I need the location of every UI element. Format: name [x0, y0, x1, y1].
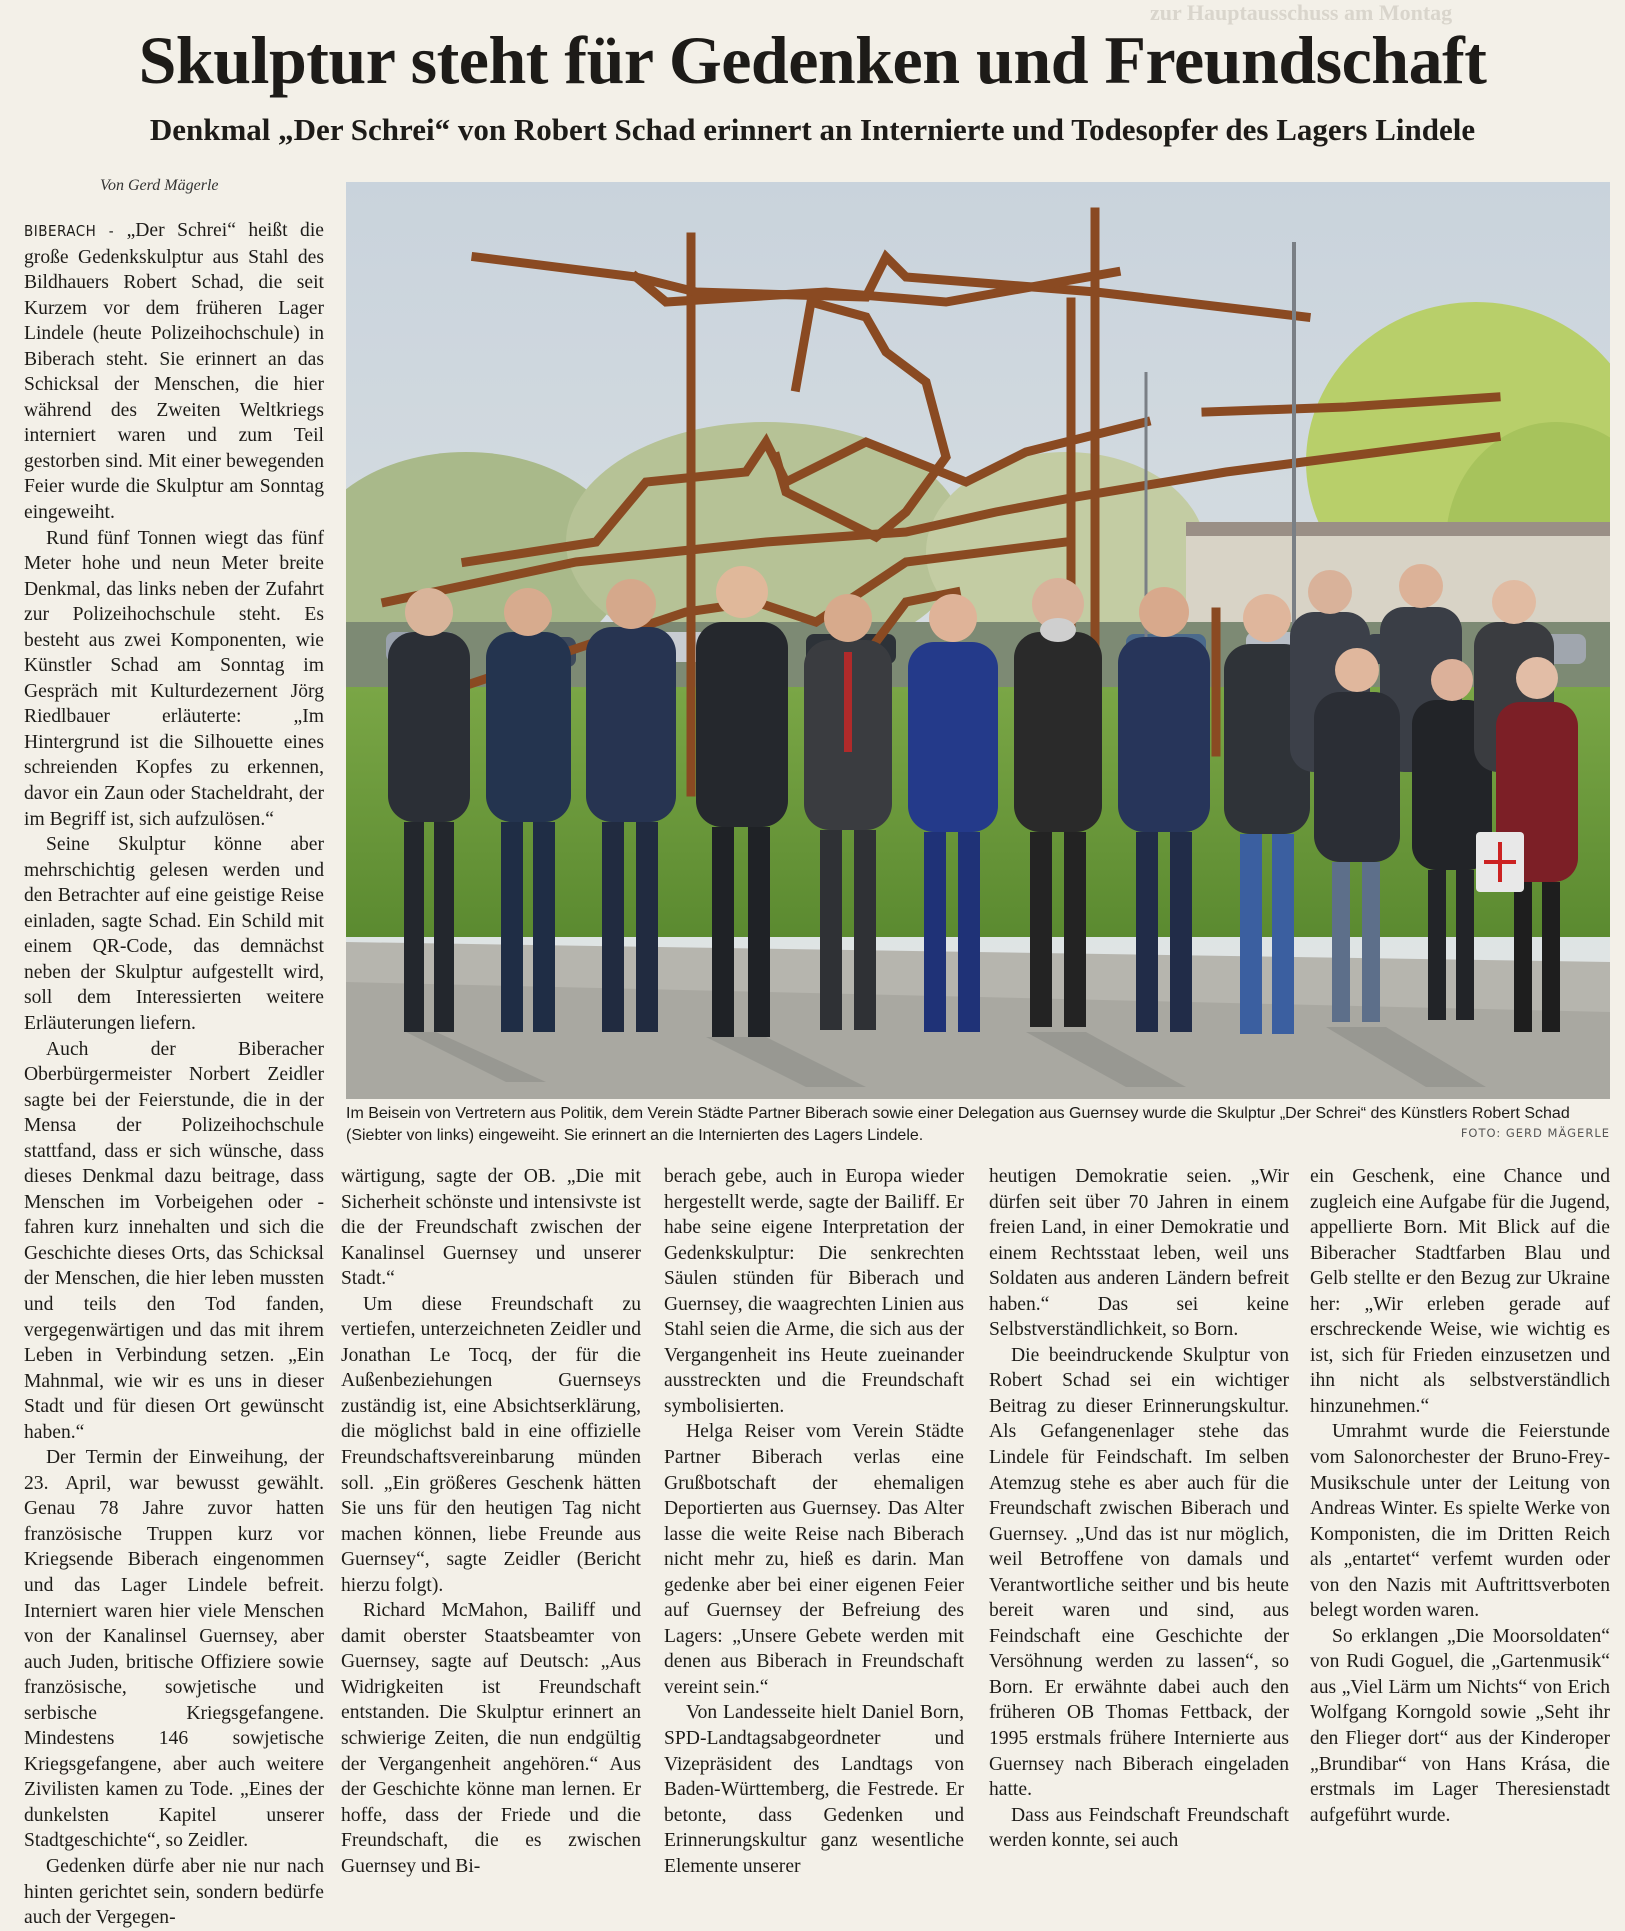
paragraph: Seine Skulptur könne aber mehrschichtig gelesen werden und den Betrachter auf eine geistige Reise einladen, sagte Schad. Ein Schild mit einem QR-Code, das demnächst neben der Skulptur aufgestellt wird, soll dem Interessierten weitere Erläuterungen liefern.	[24, 834, 324, 1034]
paragraph: So erklangen „Die Moorsoldaten“ von Rudi Goguel, die „Gartenmusik“ aus „Viel Lärm um Nichts“ von Erich Wolfgang Korngold sowie „Seht ihr den Flieger dort“ aus der Kinderoper „Brundibar“ von Hans Krása, die erstmals im Lager Theresienstadt aufgeführt wurde.	[1310, 1625, 1610, 1826]
column-5	[1310, 1164, 1610, 1828]
paragraph: heutigen Demokratie seien. „Wir dürfen seit über 70 Jahren in einem freien Land, in einer Demokratie und einem Rechtsstaat leben, weil uns Soldaten aus anderen Ländern befreit haben.“ Das sei keine Selbstverständlichkeit, so Born.	[989, 1166, 1289, 1341]
bleed-through-header: zur Hauptausschuss am Montag	[1150, 0, 1453, 25]
column-4	[989, 1164, 1289, 1854]
dateline: BIBERACH -	[24, 222, 115, 240]
column-1	[24, 218, 324, 1931]
column-2	[341, 1164, 641, 1879]
paragraph: berach gebe, auch in Europa wieder hergestellt werde, sagte der Bailiff. Er habe seine eigene Interpretation der Gedenkskulptur: Die senkrechten Säulen stünden für Biberach und Guernsey, die waagrechten Linien aus Stahl seien die Arme, die sich aus der Vergangenheit ins Heute zueinander ausstreckten und die Freundschaft symbolisierten.	[664, 1166, 964, 1417]
photo-sculpture-group	[346, 182, 1610, 1099]
paragraph: Die beeindruckende Skulptur von Robert Schad sei ein wichtiger Beitrag zu dieser Erinnerungskultur. Als Gefangenenlager stehe das Lindele für Feindschaft. Im selben Atemzug stehe es aber auch für die Freundschaft zwischen Biberach und Guernsey. „Und das ist nur möglich, weil Betroffene von damals und Verantwortliche seither und bis heute bereit waren und sind, aus Feindschaft eine Geschichte der Versöhnung werden zu lassen“, so Born. Er erwähnte dabei auch den früheren OB Thomas Fettback, der 1995 erstmals frühere Internierte aus Guernsey nach Biberach eingeladen hatte.	[989, 1344, 1289, 1801]
paragraph: Rund fünf Tonnen wiegt das fünf Meter hohe und neun Meter breite Denkmal, das links neben der Zufahrt zur Polizeihochschule steht. Es besteht aus zwei Komponenten, wie Künstler Schad am Sonntag im Gespräch mit Kulturdezernent Jörg Riedlbauer erläuterte: „Im Hintergrund ist die Silhouette eines schreienden Kopfes zu erkennen, davor ein Zaun oder Stacheldraht, der im Begriff ist, sich aufzulösen.“	[24, 527, 324, 830]
photo-caption: Im Beisein von Vertretern aus Politik, dem Verein Städte Partner Biberach sowie einer Delegation aus Guernsey wurde die Skulptur „Der Schrei“ des Künstlers Robert Schad (Siebter von links) eingeweiht. Sie erinnert an die Internierten des Lagers Lindele.	[346, 1105, 1570, 1144]
paragraph: Um diese Freundschaft zu vertiefen, unterzeichneten Zeidler und Jonathan Le Tocq, der für die Außenbeziehungen Guernseys zuständig ist, eine Absichtserklärung, die möglichst bald in eine offizielle Freundschaftsvereinbarung münden soll. „Ein größeres Geschenk hätten Sie uns für den heutigen Tag nicht machen können, liebe Freunde aus Guernsey“, sagte Zeidler (Bericht hierzu folgt).	[341, 1293, 641, 1596]
paragraph: Von Landesseite hielt Daniel Born, SPD-Landtagsabgeordneter und Vizepräsident des Landtags von Baden-Württemberg, die Festrede. Er betonte, dass Gedenken und Erinnerungskultur ganz wesentliche Elemente unserer	[664, 1702, 964, 1877]
subheadline: Denkmal „Der Schrei“ von Robert Schad erinnert an Internierte und Todesopfer des Lagers Lindele	[149, 112, 1476, 147]
paragraph: Der Termin der Einweihung, der 23. April, war bewusst gewählt. Genau 78 Jahre zuvor hatten französische Truppen kurz vor Kriegsende Biberach eingenommen und das Lager Lindele befreit. Interniert waren hier viele Menschen von der Kanalinsel Guernsey, aber auch Juden, britische Offiziere sowie französische, sowjetische und serbische Kriegsgefangene. Mindestens 146 sowjetische Kriegsgefangene, aber auch weitere Zivilisten kamen zu Tode. „Eines der dunkelsten Kapitel unserer Stadtgeschichte“, so Zeidler.	[24, 1447, 324, 1852]
paragraph: ein Geschenk, eine Chance und zugleich eine Aufgabe für die Jugend, appellierte Born. Mit Blick auf die Biberacher Stadtfarben Blau und Gelb stellte er den Bezug zur Ukraine her: „Wir erleben gerade auf erschreckende Weise, wie wichtig es ist, sich für Frieden einzusetzen und ihn nicht als selbstverständlich hinzunehmen.“	[1310, 1166, 1610, 1417]
column-3	[664, 1164, 964, 1879]
paragraph: Umrahmt wurde die Feierstunde vom Salonorchester der Bruno-Frey-Musikschule unter der Leitung von Andreas Winter. Es spielte Werke von Komponisten, die im Dritten Reich als „entartet“ verfemt wurden oder von den Nazis mit Auftrittsverboten belegt worden waren.	[1310, 1421, 1610, 1622]
paragraph: BIBERACH - „Der Schrei“ heißt die große Gedenkskulptur aus Stahl des Bildhauers Robert Schad, die seit Kurzem vor dem früheren Lager Lindele (heute Polizeihochschule) in Biberach steht. Sie erinnert an das Schicksal der Menschen, die hier während des Zweiten Weltkriegs interniert waren und zum Teil gestorben sind. Mit einer bewegenden Feier wurde die Skulptur am Sonntag eingeweiht.	[24, 220, 324, 524]
byline: Von Gerd Mägerle	[100, 177, 219, 194]
article-photo	[346, 182, 1610, 1099]
paragraph: Dass aus Feindschaft Freundschaft werden konnte, sei auch	[989, 1804, 1289, 1852]
paragraph: Gedenken dürfe aber nie nur nach hinten gerichtet sein, sondern bedürfe auch der Vergegen-	[24, 1856, 324, 1929]
photo-credit: FOTO: GERD MÄGERLE	[1460, 1126, 1610, 1140]
paragraph: Richard McMahon, Bailiff und damit oberster Staatsbeamter von Guernsey, sagte auf Deutsch: „Aus Widrigkeiten ist Freundschaft entstanden. Die Skulptur erinnert an schwierige Zeiten, die nun endgültig der Vergangenheit angehören.“ Aus der Geschichte könne man lernen. Er hoffe, dass der Friede und die Freundschaft, die es zwischen Guernsey und Bi-	[341, 1600, 641, 1877]
headline: Skulptur steht für Gedenken und Freundschaft	[138, 22, 1487, 98]
paragraph: Helga Reiser vom Verein Städte Partner Biberach verlas eine Grußbotschaft der ehemaligen Deportierten aus Guernsey. Das Alter lasse die weite Reise nach Biberach nicht mehr zu, hieß es darin. Man gedenke aber bei einer eigenen Feier auf Guernsey der Befreiung des Lagers: „Unsere Gebete werden mit denen aus Biberach in Freundschaft vereint sein.“	[664, 1421, 964, 1698]
paragraph: Auch der Biberacher Oberbürgermeister Norbert Zeidler sagte bei der Feierstunde, die in der Mensa der Polizeihochschule stattfand, dass er sich wünsche, dass dieses Denkmal dazu beitrage, dass Menschen im Vorbeigehen oder -fahren kurz innehalten und sich die Geschichte dieses Orts, das Schicksal der Menschen, die hier leben mussten und teils den Tod fanden, vergegenwärtigen und das mit ihrem Leben in Verbindung setzen. „Ein Mahnmal, wie wir es uns in dieser Stadt und für diesen Ort gewünscht haben.“	[24, 1038, 324, 1443]
paragraph: wärtigung, sagte der OB. „Die mit Sicherheit schönste und intensivste ist die der Freundschaft zwischen der Kanalinsel Guernsey und unserer Stadt.“	[341, 1166, 641, 1290]
